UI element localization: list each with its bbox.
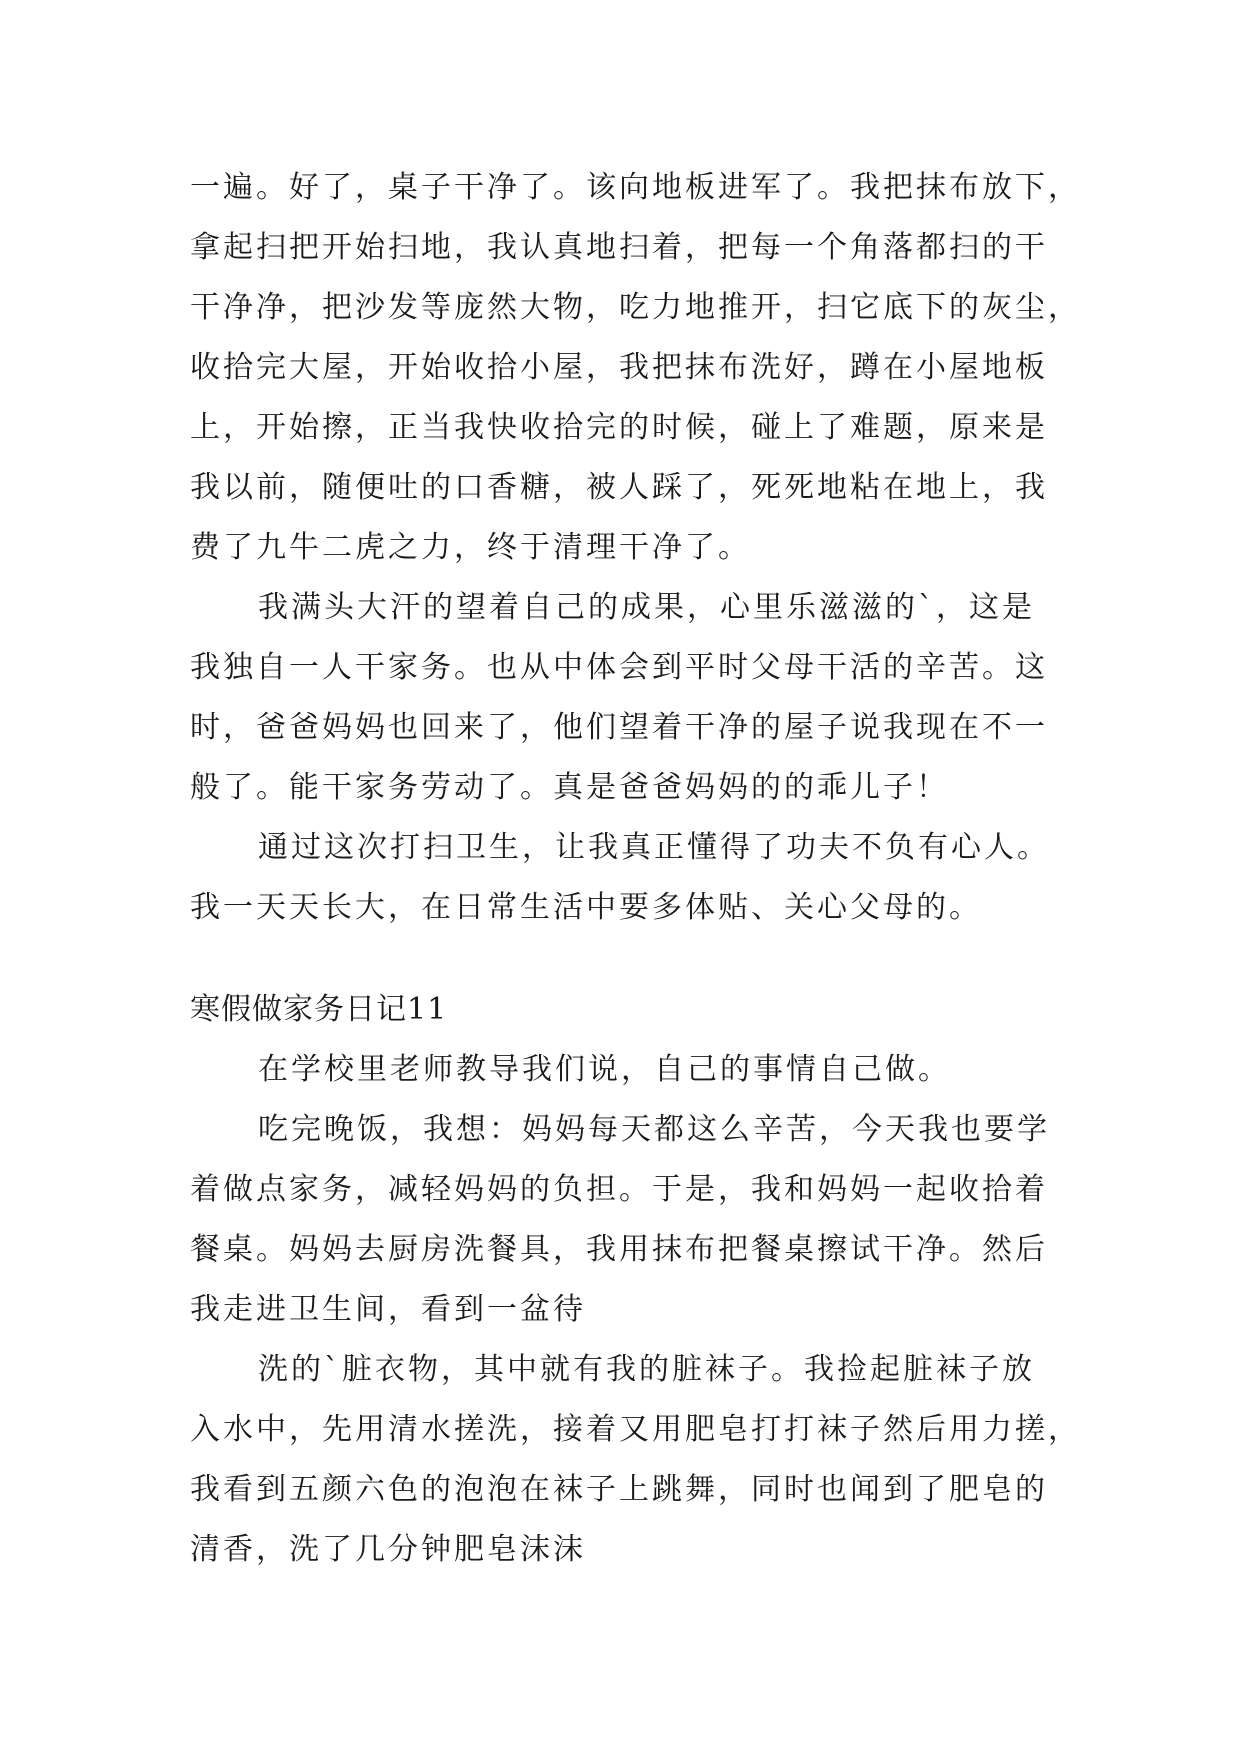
paragraph-line: 吃完晚饭，我想：妈妈每天都这么辛苦，今天我也要学 (258, 1112, 1050, 1147)
paragraph-line: 通过这次打扫卫生，让我真正懂得了功夫不负有心人。 (258, 830, 1050, 865)
paragraph-line: 般了。能干家务劳动了。真是爸爸妈妈的的乖儿子！ (190, 770, 949, 805)
paragraph-line: 我一天天长大，在日常生活中要多体贴、关心父母的。 (190, 890, 982, 925)
paragraph-line: 时，爸爸妈妈也回来了，他们望着干净的屋子说我现在不一 (190, 710, 1048, 745)
paragraph-line: 费了九牛二虎之力，终于清理干净了。 (190, 530, 751, 565)
paragraph-line: 入水中，先用清水搓洗，接着又用肥皂打打袜子然后用力搓， (190, 1412, 1081, 1447)
paragraph-line: 上，开始擦，正当我快收拾完的时候，碰上了难题，原来是 (190, 410, 1048, 445)
paragraph-line: 我走进卫生间，看到一盆待 (190, 1292, 586, 1327)
paragraph-line: 我满头大汗的望着自己的成果，心里乐滋滋的`，这是 (258, 590, 1035, 625)
paragraph-line: 洗的`脏衣物，其中就有我的脏袜子。我捡起脏袜子放 (258, 1352, 1035, 1387)
paragraph-line: 我以前，随便吐的口香糖，被人踩了，死死地粘在地上，我 (190, 470, 1048, 505)
paragraph-line: 干净净，把沙发等庞然大物，吃力地推开，扫它底下的灰尘， (190, 290, 1081, 325)
paragraph-line: 一遍。好了，桌子干净了。该向地板进军了。我把抹布放下， (190, 170, 1081, 205)
paragraph-line: 在学校里老师教导我们说，自己的事情自己做。 (258, 1052, 951, 1087)
paragraph-line: 我看到五颜六色的泡泡在袜子上跳舞，同时也闻到了肥皂的 (190, 1472, 1048, 1507)
paragraph-line: 拿起扫把开始扫地，我认真地扫着，把每一个角落都扫的干 (190, 230, 1048, 265)
paragraph-line: 我独自一人干家务。也从中体会到平时父母干活的辛苦。这 (190, 650, 1048, 685)
paragraph-line: 餐桌。妈妈去厨房洗餐具，我用抹布把餐桌擦试干净。然后 (190, 1232, 1048, 1267)
paragraph-line: 着做点家务，减轻妈妈的负担。于是，我和妈妈一起收拾着 (190, 1172, 1048, 1207)
paragraph-line: 收拾完大屋，开始收拾小屋，我把抹布洗好，蹲在小屋地板 (190, 350, 1048, 385)
paragraph-line: 清香，洗了几分钟肥皂沫沫 (190, 1532, 586, 1567)
section-title: 寒假做家务日记11 (190, 992, 448, 1027)
